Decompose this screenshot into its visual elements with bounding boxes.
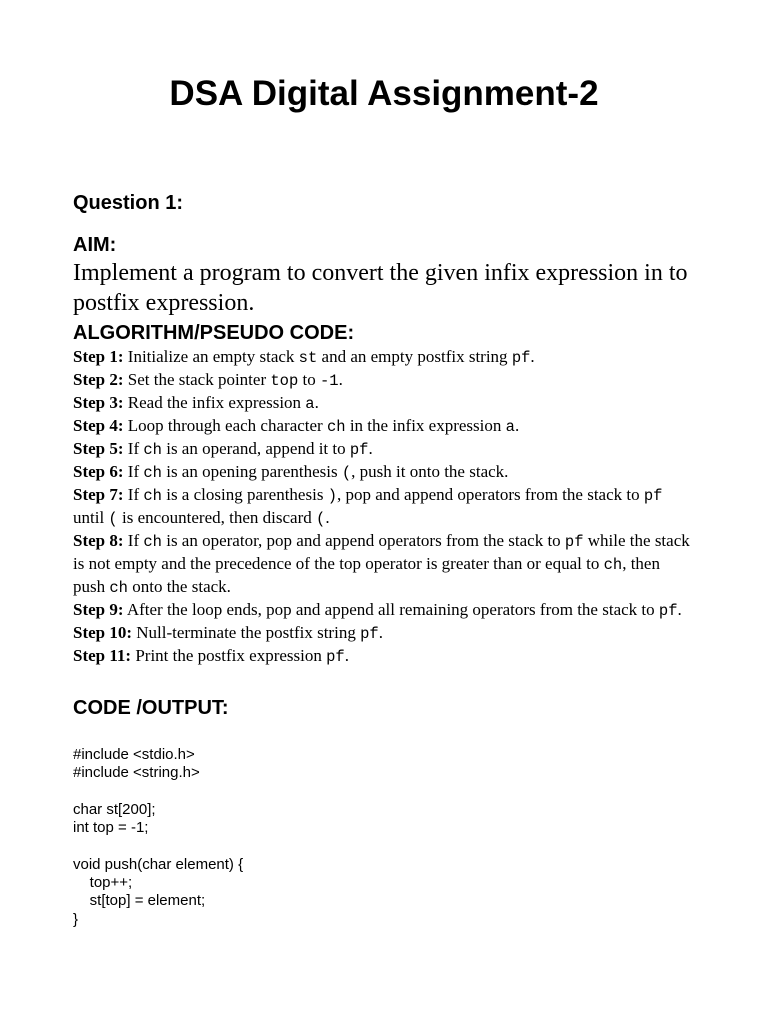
step-text: is an operand, append it to	[161, 439, 350, 458]
inline-code: pf	[511, 349, 531, 367]
code-line: }	[73, 910, 79, 928]
step-text: .	[677, 600, 682, 619]
step-text: If	[123, 485, 144, 504]
algorithm-step	[73, 622, 693, 645]
code-line	[73, 837, 693, 855]
step-label: Step 5:	[73, 439, 124, 458]
code-line: void push(char element) {	[73, 855, 244, 873]
inline-code: ch	[143, 441, 162, 459]
code-line: #include <stdio.h>	[73, 746, 195, 763]
code-line	[73, 783, 693, 801]
step-label: Step 11:	[73, 646, 132, 665]
inline-code: ch	[143, 487, 162, 505]
algorithm-step	[73, 530, 693, 599]
step-text: is an opening parenthesis	[161, 462, 342, 481]
step-text: to	[298, 370, 320, 389]
inline-code: pf	[564, 533, 584, 551]
inline-code: ch	[109, 579, 128, 597]
algorithm-heading: ALGORITHM/PSEUDO CODE:	[73, 322, 355, 344]
step-label: Step 1:	[73, 347, 124, 366]
step-text: .	[530, 347, 535, 366]
algorithm-step	[73, 369, 693, 392]
inline-code: a	[305, 395, 315, 413]
step-text: .	[325, 508, 330, 527]
step-label: Step 8:	[73, 531, 124, 550]
inline-code: pf	[360, 625, 379, 643]
inline-code: pf	[349, 441, 369, 459]
code-block	[73, 746, 693, 929]
inline-code: ch	[143, 464, 162, 482]
algorithm-step	[73, 438, 693, 461]
inline-code: top	[270, 372, 299, 390]
aim-heading: AIM:	[73, 234, 117, 256]
step-label: Step 2:	[73, 370, 124, 389]
document-title: DSA Digital Assignment-2	[169, 74, 599, 113]
step-text: while the stack is not empty and the precedence of the top operator is greater than or equal to	[73, 531, 690, 573]
inline-code: st	[298, 349, 318, 367]
code-line: char st[200];	[73, 800, 156, 818]
step-text: Print the postfix expression	[131, 646, 327, 665]
inline-code: (	[341, 464, 352, 482]
step-text: and an empty postfix string	[317, 347, 512, 366]
algorithm-step	[73, 484, 693, 530]
step-text: until	[73, 508, 109, 527]
algorithm-step	[73, 415, 693, 438]
algorithm-step	[73, 599, 693, 622]
inline-code: pf	[326, 648, 345, 666]
inline-code: pf	[658, 602, 678, 620]
inline-code: (	[316, 510, 326, 528]
inline-code: ch	[603, 556, 623, 574]
code-line: int top = -1;	[73, 819, 149, 837]
algorithm-step	[73, 346, 693, 369]
step-text: Read the infix expression	[123, 393, 306, 412]
code-line: #include <string.h>	[73, 764, 200, 782]
step-label: Step 10:	[73, 623, 133, 642]
step-text: .	[344, 646, 349, 665]
inline-code: (	[108, 510, 118, 528]
step-text: .	[314, 393, 319, 412]
inline-code: -1	[320, 372, 339, 390]
step-text: onto the stack.	[127, 577, 231, 596]
code-line: top++;	[73, 874, 133, 892]
step-text: , then push	[73, 554, 660, 596]
step-text: is an operator, pop and append operators from the stack to	[161, 531, 565, 550]
step-text: If	[123, 531, 144, 550]
step-text: , push it onto the stack.	[351, 462, 509, 481]
step-text: If	[123, 439, 144, 458]
question-heading: Question 1:	[73, 192, 184, 214]
inline-code: pf	[643, 487, 663, 505]
step-text: .	[368, 439, 373, 458]
step-text: .	[378, 623, 383, 642]
step-label: Step 3:	[73, 393, 124, 412]
step-text: If	[123, 462, 144, 481]
step-text: , pop and append operators from the stack to	[337, 485, 644, 504]
algorithm-step	[73, 645, 693, 668]
step-text: .	[338, 370, 343, 389]
code-output-heading: CODE /OUTPUT:	[73, 697, 229, 719]
algorithm-steps	[73, 346, 693, 668]
step-text: Loop through each character	[123, 416, 327, 435]
algorithm-step	[73, 392, 693, 415]
aim-text: Implement a program to convert the given infix expression in to postfix expression.	[73, 260, 688, 316]
step-text: is a closing parenthesis	[161, 485, 328, 504]
algorithm-step	[73, 461, 693, 484]
inline-code: )	[327, 487, 337, 505]
step-text: .	[514, 416, 520, 435]
step-text: After the loop ends, pop and append all remaining operators from the stack to	[123, 600, 659, 619]
step-text: is encountered, then discard	[117, 508, 316, 527]
step-text: Initialize an empty stack	[123, 347, 299, 366]
inline-code: a	[505, 418, 515, 436]
code-line: st[top] = element;	[73, 892, 206, 910]
step-label: Step 7:	[73, 485, 124, 504]
step-label: Step 9:	[73, 600, 124, 619]
step-label: Step 4:	[73, 416, 124, 435]
step-text: in the infix expression	[345, 416, 506, 435]
inline-code: ch	[143, 533, 162, 551]
step-text: Null-terminate the postfix string	[132, 623, 361, 642]
step-label: Step 6:	[73, 462, 124, 481]
inline-code: ch	[326, 418, 346, 436]
step-text: Set the stack pointer	[123, 370, 271, 389]
